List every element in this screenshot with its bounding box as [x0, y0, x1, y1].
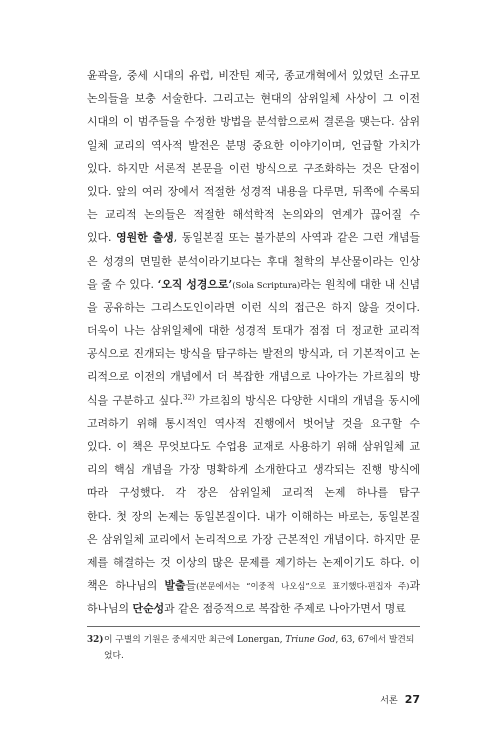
- body-line: 은 성경의 면밀한 분석이라기보다는 후대 철학의 부산물이라는 인상: [87, 254, 420, 268]
- emphasis-term: ‘오직 성경으로’: [157, 277, 233, 291]
- body-text-segment: 라는 원칙에 대한 내 신념: [300, 277, 420, 291]
- body-line: 는 교리적 논의들은 적절한 해석학적 논의와의 연계가 끊어질 수: [87, 208, 420, 222]
- body-text-segment: 하나님의: [87, 602, 133, 616]
- body-line: 시대의 이 범주들을 수정한 방법을 분석함으로써 결론을 맺는다. 삼위: [87, 115, 420, 129]
- footnote-number: 32): [87, 635, 104, 645]
- body-text-segment: 책은 하나님의: [87, 579, 165, 593]
- body-line: 리적으로 이전의 개념에서 더 복잡한 개념으로 나아가는 가르침의 방: [87, 370, 420, 384]
- body-line: 은 삼위일체 교리에서 논리적으로 가장 근본적인 개념이다. 하지만 문: [87, 532, 420, 546]
- body-line: [87, 226, 420, 249]
- footnote-line: 었다.: [104, 651, 124, 661]
- body-line: 을 공유하는 그리스도인이라면 이런 식의 접근은 하지 않을 것이다.: [87, 300, 420, 314]
- body-line: [87, 273, 420, 296]
- body-text-segment: , 동일본질 또는 불가분의 사역과 같은 그런 개념들: [173, 231, 420, 245]
- footnote-reference[interactable]: 32): [183, 393, 195, 401]
- body-line: 있다. 이 책은 무엇보다도 수업용 교재로 사용하기 위해 삼위일체 교: [87, 440, 420, 453]
- footnote-text: , 63, 67에서 발견되: [335, 635, 415, 645]
- page-number: 27: [404, 693, 420, 706]
- editor-note: (본문에서는 “이중적 나오심”으로 표기했다-편집자 주): [196, 581, 410, 592]
- body-text-segment: 식을 구분하고 싶다.: [87, 393, 184, 407]
- footnote: [87, 632, 420, 664]
- body-text-segment: 있다.: [87, 231, 117, 245]
- footnote-divider: [87, 626, 420, 627]
- body-text-segment: 을 줄 수 있다.: [87, 277, 158, 291]
- page-footer: [380, 688, 420, 707]
- body-line: 논의들을 보충 서술한다. 그리고는 현대의 삼위일체 사상이 그 이전: [87, 92, 420, 106]
- body-line: 윤곽을, 중세 시대의 유럽, 비잔틴 제국, 종교개혁에서 있었던 소규모: [87, 69, 420, 82]
- body-text-segment: 과: [409, 579, 420, 593]
- body-line: 제를 해결하는 것 이상의 많은 문제를 제기하는 논제이기도 하다. 이: [87, 555, 420, 569]
- body-line: [87, 597, 420, 620]
- latin-gloss: (Sola Scriptura): [232, 279, 301, 290]
- body-line: 고려하기 위해 통시적인 역사적 진행에서 벗어날 것을 요구할 수: [87, 416, 420, 430]
- emphasis-term: 발출: [164, 579, 186, 593]
- body-line: 공식으로 진개되는 방식을 탐구하는 발전의 방식과, 더 기본적이고 논: [87, 347, 420, 361]
- body-line: 리의 핵심 개념을 가장 명확하게 소개한다고 생각되는 진행 방식에: [87, 463, 420, 477]
- body-line: 더욱이 나는 삼위일체에 대한 성경적 토대가 점점 더 정교한 교리적: [87, 324, 420, 338]
- body-line: [87, 389, 420, 412]
- footnote-line: [87, 632, 420, 648]
- emphasis-term: 단순성: [132, 602, 165, 616]
- body-text-segment: 과 같은 점증적으로 복잡한 주제로 나아가면서 명료: [164, 602, 406, 616]
- body-text: [87, 64, 420, 621]
- body-line: 있다. 앞의 여러 장에서 적절한 성경적 내용을 다루면, 뒤쪽에 수록되: [87, 184, 420, 198]
- body-text-segment: 가르침의 방식은 다양한 시대의 개념을 동시에: [194, 393, 420, 407]
- body-line: 따라 구성했다. 각 장은 삼위일체 교리적 논제 하나를 탐구: [87, 486, 420, 500]
- body-line: 있다. 하지만 서론적 본문을 이런 방식으로 구조화하는 것은 단점이: [87, 161, 420, 175]
- book-title: Triune God: [285, 635, 336, 645]
- body-line: 일체 교리의 역사적 발전은 분명 중요한 이야기이며, 언급할 가치가: [87, 138, 420, 152]
- body-line: 한다. 첫 장의 논제는 동일본질이다. 내가 이해하는 바로는, 동일본질: [87, 509, 420, 523]
- running-section-title: 서론: [380, 696, 398, 706]
- body-text-segment: 들: [185, 579, 197, 593]
- body-line: [87, 574, 420, 597]
- emphasis-term: 영원한 출생: [116, 231, 174, 245]
- footnote-text: 이 구별의 기원은 중세지만 최근에 Lonergan,: [104, 635, 286, 645]
